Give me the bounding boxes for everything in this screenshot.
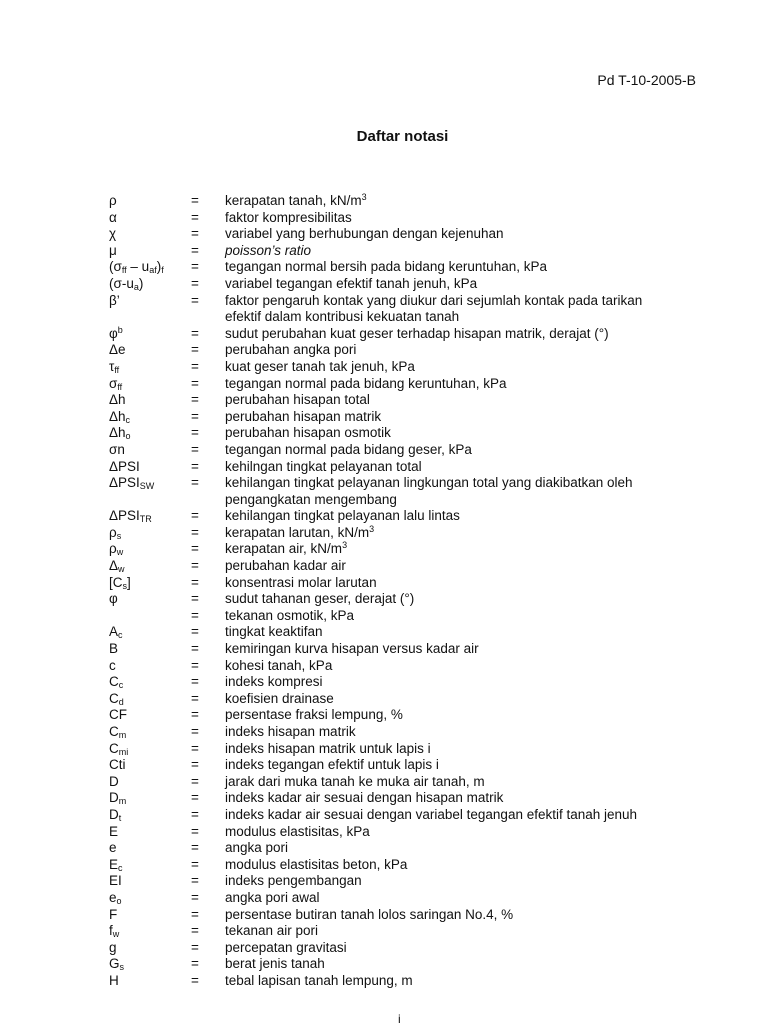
symbol-subscript: t xyxy=(118,812,122,823)
equals-sign: = xyxy=(191,972,199,988)
notation-description xyxy=(225,276,709,293)
notation-symbol: $D_m$ xyxy=(109,790,127,807)
equals-sign: = xyxy=(191,607,199,623)
equals-sign: = xyxy=(191,674,199,690)
description-line: persentase fraksi lempung, % xyxy=(225,707,403,723)
notation-description xyxy=(225,342,709,359)
symbol-subscript: o xyxy=(116,895,122,906)
notation-description xyxy=(225,724,709,741)
notation-description xyxy=(225,873,709,890)
equals-sign: = xyxy=(191,425,199,441)
symbol-subscript: c xyxy=(118,630,123,641)
equals-sign: = xyxy=(191,939,199,955)
equals-sign: = xyxy=(191,458,199,474)
equals-sign: = xyxy=(191,226,199,242)
notation-description xyxy=(225,591,709,608)
description-line: indeks kompresi xyxy=(225,674,323,690)
notation-symbol: $C_c$ xyxy=(109,674,124,691)
notation-symbol: g xyxy=(109,939,117,955)
symbol-superscript: b xyxy=(117,324,123,335)
notation-row xyxy=(109,691,709,708)
description-line: variabel tegangan efektif tanah jenuh, kPa xyxy=(225,275,478,291)
description-line: indeks hisapan matrik xyxy=(225,724,356,739)
notation-symbol: $\rho_s$ xyxy=(109,524,122,541)
equals-sign: = xyxy=(191,558,199,574)
notation-description xyxy=(225,608,709,625)
symbol-subscript: c xyxy=(118,680,124,691)
description-line: konsentrasi molar larutan xyxy=(225,574,377,590)
description-line: faktor pengaruh kontak yang diukur dari sejumlah kontak pada tarikan xyxy=(225,292,643,308)
description-line: perubahan hisapan total xyxy=(225,392,370,408)
description-line: tegangan normal pada bidang geser, kPa xyxy=(225,441,472,457)
equals-sign: = xyxy=(191,840,199,856)
notation-row xyxy=(109,193,709,210)
equals-sign: = xyxy=(191,856,199,872)
description-line: tebal lapisan tanah lempung, m xyxy=(225,972,413,988)
equals-sign: = xyxy=(191,773,199,789)
notation-description xyxy=(225,376,709,393)
equals-sign: = xyxy=(191,358,199,374)
symbol-subscript: a xyxy=(133,281,139,292)
description-line: kehilngan tingkat pelayanan total xyxy=(225,458,422,474)
symbol-subscript: c xyxy=(125,414,131,425)
symbol-subscript: ff xyxy=(117,381,123,392)
notation-row xyxy=(109,376,709,393)
notation-description xyxy=(225,392,709,409)
description-line: perubahan hisapan matrik xyxy=(225,408,382,424)
notation-row xyxy=(109,276,709,293)
notation-description xyxy=(225,575,709,592)
notation-row xyxy=(109,774,709,791)
description-line: poisson’s ratio xyxy=(225,242,312,258)
equals-sign: = xyxy=(191,624,199,640)
notation-row xyxy=(109,724,709,741)
notation-description xyxy=(225,624,709,641)
description-line: perubahan kadar air xyxy=(225,558,346,574)
notation-description xyxy=(225,508,709,525)
equals-sign: = xyxy=(191,823,199,839)
notation-row xyxy=(109,342,709,359)
notation-row xyxy=(109,359,709,376)
description-line: kohesi tanah, kPa xyxy=(225,657,333,673)
equals-sign: = xyxy=(191,873,199,889)
notation-row xyxy=(109,392,709,409)
description-line: kerapatan air, $kN/m^3$ xyxy=(225,540,348,557)
notation-symbol: α xyxy=(109,209,117,225)
notation-symbol: σn xyxy=(109,441,125,457)
description-superscript: 3 xyxy=(361,192,367,202)
notation-row xyxy=(109,259,709,276)
notation-row xyxy=(109,326,709,343)
symbol-subscript: ff xyxy=(121,265,127,276)
notation-row xyxy=(109,824,709,841)
equals-sign: = xyxy=(191,325,199,341)
notation-symbol: $(\sigma-u_a)$ xyxy=(109,275,144,292)
notation-row xyxy=(109,741,709,758)
notation-symbol: F xyxy=(109,906,118,922)
notation-row xyxy=(109,757,709,774)
notation-symbol: χ xyxy=(109,226,117,242)
notation-description xyxy=(225,259,709,276)
notation-row xyxy=(109,973,709,990)
notation-row xyxy=(109,807,709,824)
notation-symbol: $G_s$ xyxy=(109,956,125,973)
notation-symbol: $\Delta_w$ xyxy=(109,558,125,575)
notation-description xyxy=(225,674,709,691)
description-line: tekanan osmotik, kPa xyxy=(225,607,355,623)
notation-row xyxy=(109,293,709,326)
description-line: modulus elastisitas, kPa xyxy=(225,823,370,839)
description-line: persentase butiran tanah lolos saringan No.4, % xyxy=(225,906,514,922)
description-line: sudut tahanan geser, derajat (°) xyxy=(225,591,415,607)
notation-symbol: CF xyxy=(109,707,127,723)
notation-row xyxy=(109,890,709,907)
symbol-subscript: af xyxy=(149,265,157,276)
notation-description xyxy=(225,691,709,708)
notation-description xyxy=(225,459,709,476)
symbol-subscript: TR xyxy=(139,514,152,525)
description-line: tegangan normal pada bidang keruntuhan, kPa xyxy=(225,375,507,391)
equals-sign: = xyxy=(191,707,199,723)
page-title: Daftar notasi xyxy=(356,128,449,145)
notation-row xyxy=(109,608,709,625)
notation-description xyxy=(225,475,709,508)
description-line: kuat geser tanah tak jenuh, kPa xyxy=(225,358,415,374)
equals-sign: = xyxy=(191,242,199,258)
notation-row xyxy=(109,541,709,558)
notation-symbol: μ xyxy=(109,242,117,258)
notation-description xyxy=(225,641,709,658)
equals-sign: = xyxy=(191,259,199,275)
notation-list xyxy=(109,193,709,990)
notation-description xyxy=(225,790,709,807)
symbol-subscript: m xyxy=(118,796,127,807)
notation-row xyxy=(109,210,709,227)
notation-description xyxy=(225,541,709,558)
notation-symbol: Δh xyxy=(109,392,126,408)
notation-symbol: B xyxy=(109,641,119,657)
description-line: pengangkatan mengembang xyxy=(225,491,397,507)
notation-row xyxy=(109,409,709,426)
notation-description xyxy=(225,525,709,542)
description-line: modulus elastisitas beton, kPa xyxy=(225,856,408,872)
equals-sign: = xyxy=(191,757,199,773)
notation-symbol: $C_d$ xyxy=(109,690,124,707)
notation-symbol: $C_m$ xyxy=(109,724,127,740)
equals-sign: = xyxy=(191,408,199,424)
notation-symbol: φ xyxy=(109,591,118,607)
notation-row xyxy=(109,873,709,890)
notation-description xyxy=(225,243,709,260)
equals-sign: = xyxy=(191,541,199,557)
symbol-subscript: SW xyxy=(139,481,155,492)
notation-row xyxy=(109,641,709,658)
notation-description xyxy=(225,359,709,376)
notation-description xyxy=(225,741,709,758)
notation-row xyxy=(109,674,709,691)
equals-sign: = xyxy=(191,657,199,673)
notation-symbol: E xyxy=(109,823,119,839)
notation-row xyxy=(109,923,709,940)
notation-symbol: $\sigma_{ff}$ xyxy=(109,375,123,392)
notation-row xyxy=(109,226,709,243)
equals-sign: = xyxy=(191,641,199,657)
notation-description xyxy=(225,774,709,791)
notation-symbol xyxy=(109,608,191,625)
symbol-subscript: w xyxy=(118,564,125,575)
symbol-subscript: s xyxy=(119,962,125,973)
document-code: Pd T-10-2005-B xyxy=(597,72,696,88)
description-line: percepatan gravitasi xyxy=(225,939,347,955)
notation-description xyxy=(225,442,709,459)
notation-row xyxy=(109,475,709,508)
notation-row xyxy=(109,624,709,641)
description-line: berat jenis tanah xyxy=(225,956,325,972)
notation-description xyxy=(225,907,709,924)
notation-row xyxy=(109,575,709,592)
notation-symbol: e xyxy=(109,840,117,856)
equals-sign: = xyxy=(191,441,199,457)
equals-sign: = xyxy=(191,690,199,706)
notation-description xyxy=(225,923,709,940)
notation-row xyxy=(109,956,709,973)
notation-row xyxy=(109,425,709,442)
description-line: indeks kadar air sesuai dengan variabel tegangan efektif tanah jenuh xyxy=(225,806,638,822)
notation-symbol: $A_c$ xyxy=(109,624,123,641)
description-line: indeks pengembangan xyxy=(225,873,362,889)
notation-description xyxy=(225,857,709,874)
description-line: indeks kadar air sesuai dengan hisapan matrik xyxy=(225,790,504,806)
notation-row xyxy=(109,907,709,924)
notation-description xyxy=(225,940,709,957)
symbol-subscript: mi xyxy=(118,746,129,757)
notation-description xyxy=(225,890,709,907)
notation-symbol: EI xyxy=(109,873,122,889)
description-superscript: 3 xyxy=(342,540,348,551)
notation-description xyxy=(225,757,709,774)
notation-description xyxy=(225,326,709,343)
description-line: kehilangan tingkat pelayanan lalu lintas xyxy=(225,508,460,524)
notation-description xyxy=(225,193,709,210)
description-line: indeks tegangan efektif untuk lapis i xyxy=(225,757,439,773)
notation-row xyxy=(109,940,709,957)
notation-row xyxy=(109,508,709,525)
notation-symbol: $\Delta PSI_{TR}$ xyxy=(109,508,152,525)
notation-row xyxy=(109,857,709,874)
symbol-subscript: d xyxy=(118,696,124,707)
description-line: perubahan angka pori xyxy=(225,342,357,358)
description-line: indeks hisapan matrik untuk lapis i xyxy=(225,740,431,756)
equals-sign: = xyxy=(191,342,199,358)
description-line: koefisien drainase xyxy=(225,690,334,706)
equals-sign: = xyxy=(191,740,199,756)
description-line: kemiringan kurva hisapan versus kadar air xyxy=(225,641,479,657)
equals-sign: = xyxy=(191,375,199,391)
notation-row xyxy=(109,442,709,459)
equals-sign: = xyxy=(191,209,199,225)
notation-symbol: ρ xyxy=(109,193,117,208)
notation-description xyxy=(225,824,709,841)
notation-description xyxy=(225,425,709,442)
notation-row xyxy=(109,840,709,857)
notation-symbol: $[C_s]$ xyxy=(109,574,131,591)
notation-row xyxy=(109,243,709,260)
notation-description xyxy=(225,293,709,326)
description-line: faktor kompresibilitas xyxy=(225,209,352,225)
equals-sign: = xyxy=(191,275,199,291)
notation-row xyxy=(109,790,709,807)
equals-sign: = xyxy=(191,193,199,208)
notation-symbol: β’ xyxy=(109,292,120,308)
notation-row xyxy=(109,658,709,675)
equals-sign: = xyxy=(191,591,199,607)
notation-row xyxy=(109,591,709,608)
equals-sign: = xyxy=(191,790,199,806)
equals-sign: = xyxy=(191,392,199,408)
notation-symbol: $\rho_w$ xyxy=(109,541,124,558)
notation-row xyxy=(109,707,709,724)
page-number: i xyxy=(398,1012,401,1026)
description-line: perubahan hisapan osmotik xyxy=(225,425,391,441)
equals-sign: = xyxy=(191,956,199,972)
symbol-subscript: s xyxy=(122,580,127,591)
symbol-subscript: ff xyxy=(114,364,120,375)
symbol-subscript: w xyxy=(116,547,124,558)
equals-sign: = xyxy=(191,923,199,939)
notation-description xyxy=(225,210,709,227)
notation-row xyxy=(109,525,709,542)
equals-sign: = xyxy=(191,475,199,491)
notation-symbol: $\Delta h_c$ xyxy=(109,408,131,425)
notation-description xyxy=(225,840,709,857)
equals-sign: = xyxy=(191,524,199,540)
notation-symbol: c xyxy=(109,657,116,673)
description-line: tekanan air pori xyxy=(225,923,319,939)
notation-description xyxy=(225,409,709,426)
description-line: kerapatan tanah, $kN/m^3$ xyxy=(225,192,367,208)
description-superscript: 3 xyxy=(369,523,375,534)
description-line: kerapatan larutan, $kN/m^3$ xyxy=(225,523,375,540)
equals-sign: = xyxy=(191,906,199,922)
notation-symbol: $\tau_{ff}$ xyxy=(109,358,120,375)
description-line: tegangan normal bersih pada bidang keruntuhan, kPa xyxy=(225,259,547,275)
description-line: angka pori awal xyxy=(225,889,320,905)
notation-symbol: $\varphi^b$ xyxy=(109,324,123,341)
symbol-subscript: w xyxy=(112,929,120,940)
description-line: efektif dalam kontribusi kekuatan tanah xyxy=(225,309,460,325)
description-line: kehilangan tingkat pelayanan lingkungan total yang diakibatkan oleh xyxy=(225,475,633,491)
notation-symbol: $C_{mi}$ xyxy=(109,740,129,757)
description-line: sudut perubahan kuat geser terhadap hisapan matrik, derajat (°) xyxy=(225,325,609,341)
notation-symbol: Cti xyxy=(109,757,126,773)
notation-symbol: $e_o$ xyxy=(109,889,122,906)
notation-symbol: $E_c$ xyxy=(109,856,123,873)
notation-description xyxy=(225,973,709,990)
equals-sign: = xyxy=(191,508,199,524)
notation-row xyxy=(109,558,709,575)
notation-description xyxy=(225,956,709,973)
notation-description xyxy=(225,658,709,675)
notation-symbol: ΔPSI xyxy=(109,458,140,474)
notation-symbol: Δe xyxy=(109,342,126,358)
equals-sign: = xyxy=(191,574,199,590)
symbol-subscript: s xyxy=(116,530,122,541)
description-line: tingkat keaktifan xyxy=(225,624,323,640)
notation-symbol: H xyxy=(109,972,119,988)
equals-sign: = xyxy=(191,724,199,739)
notation-symbol: $(\sigma_{ff} - u_{af})_f$ xyxy=(109,259,164,276)
description-line: jarak dari muka tanah ke muka air tanah, m xyxy=(225,773,485,789)
notation-description xyxy=(225,226,709,243)
equals-sign: = xyxy=(191,806,199,822)
notation-description xyxy=(225,707,709,724)
symbol-subscript: o xyxy=(125,431,131,442)
notation-symbol: $f_w$ xyxy=(109,923,120,940)
symbol-subscript: m xyxy=(118,730,127,740)
notation-symbol: $\Delta PSI_{SW}$ xyxy=(109,475,155,492)
notation-row xyxy=(109,459,709,476)
notation-symbol: D xyxy=(109,773,119,789)
symbol-subscript: f xyxy=(161,265,164,276)
equals-sign: = xyxy=(191,292,199,308)
notation-symbol: $\Delta h_o$ xyxy=(109,425,131,442)
notation-description xyxy=(225,807,709,824)
equals-sign: = xyxy=(191,889,199,905)
description-line: angka pori xyxy=(225,840,289,856)
notation-description xyxy=(225,558,709,575)
notation-symbol: $D_t$ xyxy=(109,806,122,823)
symbol-subscript: c xyxy=(118,862,123,873)
description-line: variabel yang berhubungan dengan kejenuhan xyxy=(225,226,504,242)
